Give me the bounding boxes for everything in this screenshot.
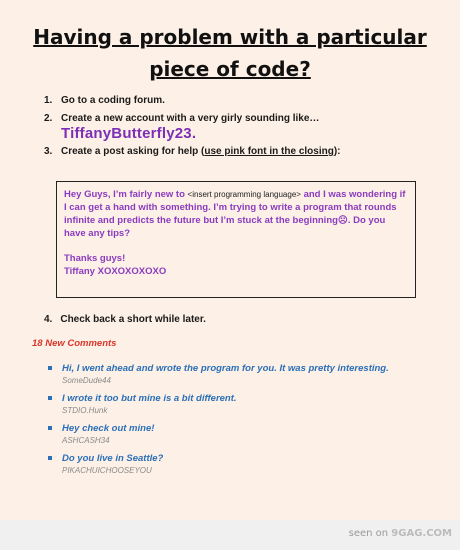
step-4 [44,314,206,325]
step-list [44,94,434,163]
post-signature: Tiffany XOXOXOXOXO [64,266,167,277]
comment-username[interactable]: ASHCASH34 [62,436,110,445]
step-1 [44,94,434,107]
step-text-underlined: use pink font in the closing [204,146,334,157]
comment-list [48,362,448,482]
comment-username[interactable]: SomeDude44 [62,376,111,385]
step-number: 1. [44,95,53,106]
comment-item [48,392,448,417]
post-text-rest: and I was wondering if I can get a hand with something. I’m trying to write a program that rounds infinite and predicts the future but I’m stuck at the beginning☹. Do you have any tips? [64,189,406,239]
step-text-end: ): [333,146,341,157]
username-handle: TiffanyButterfly23. [61,125,197,142]
comment-text: Do you live in Seattle? [62,453,164,464]
step-text: Check back a short while later. [60,314,206,325]
comment-text: I wrote it too but mine is a bit different. [62,393,237,404]
comment-text: Hi, I went ahead and wrote the program for you. It was pretty interesting. [62,363,389,374]
language-placeholder: <insert programming language> [187,190,301,199]
comment-username[interactable]: PIKACHUICHOOSEYOU [62,466,152,475]
bullet-icon [48,456,52,460]
watermark-prefix: seen on [348,528,389,539]
comment-item [48,452,448,477]
new-comments-count[interactable]: 18 New Comments [32,338,117,349]
post-body [64,188,408,240]
bullet-icon [48,396,52,400]
bullet-icon [48,426,52,430]
post-text-start: Hey Guys, I’m fairly new to [64,189,188,200]
watermark [349,528,452,539]
comment-username[interactable]: STDIO.Hunk [62,406,108,415]
post-thanks: Thanks guys! [64,253,126,264]
step-text-start: Create a post asking for help ( [61,146,205,157]
step-2 [44,112,434,140]
step-number: 3. [44,146,53,157]
comment-text: Hey check out mine! [62,423,155,434]
bullet-icon [48,366,52,370]
step-3 [44,145,434,158]
step-number: 4. [44,314,53,325]
title-line-1: Having a problem with a particular [33,25,427,49]
step-text: Create a new account with a very girly sounding like… [61,113,320,124]
comment-item [48,362,448,387]
title-line-2: piece of code? [149,57,311,81]
forum-post-box [56,181,416,298]
step-text: Go to a coding forum. [61,95,165,106]
step-number: 2. [44,113,53,124]
comment-item [48,422,448,447]
watermark-site: 9GAG.COM [391,528,452,539]
